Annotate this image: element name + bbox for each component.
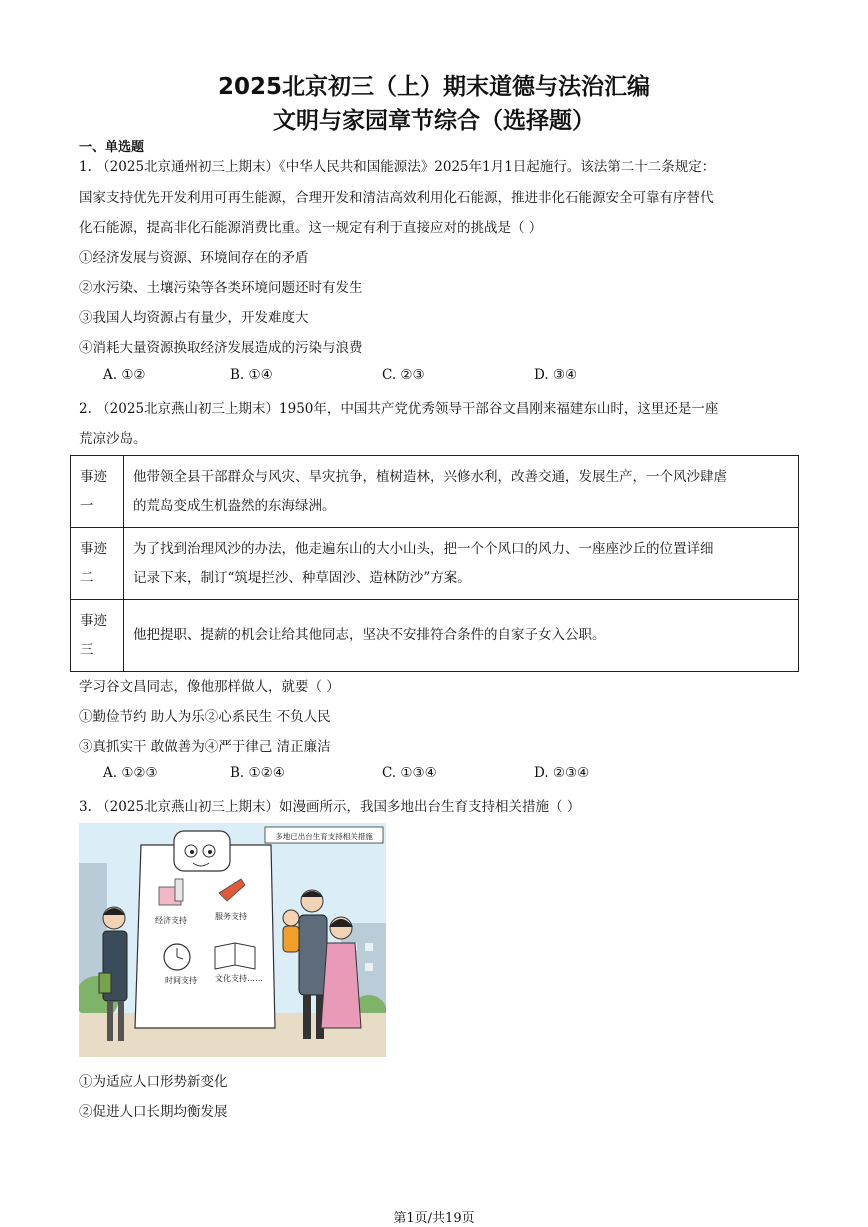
table-row-header: 事迹 一 [71,456,124,528]
table-row-header: 事迹 三 [71,600,124,672]
q2-option-a: A. ①②③ [103,765,158,781]
q1-option-a: A. ①② [103,367,146,383]
q1-option-c: C. ②③ [382,367,425,383]
q1-stem-line-2: 国家支持优先开发利用可再生能源，合理开发和清洁高效利用化石能源，推进非化石能源安全可靠有序替代 [79,190,714,206]
page-number: 第1页/共19页 [393,1211,475,1226]
q2-option-d: D. ②③④ [534,765,590,781]
q1-stem-line-3: 化石能源，提高非化石能源消费比重。这一规定有利于直接应对的挑战是（ ） [79,220,543,236]
comic-label-time: 时间支持 [165,976,197,985]
q3-statement-1: ①为适应人口形势新变化 [79,1074,228,1090]
q1-stem-line-1: 1. （2025北京通州初三上期末）《中华人民共和国能源法》2025年1月1日起施行。该法第二十二条规定： [79,159,716,175]
page-title-line-1: 2025北京初三（上）期末道德与法治汇编 [217,74,650,100]
comic-label-culture: 文化支持…… [215,974,263,983]
q3-statement-2: ②促进人口长期均衡发展 [79,1104,228,1120]
q2-statement-1: ①勤俭节约 助人为乐②心系民生 不负人民 [79,709,331,725]
q1-option-b: B. ①④ [230,367,273,383]
section-label: 一、单选题 [79,140,145,155]
table-row [71,600,799,672]
comic-label-economic: 经济支持 [155,916,187,925]
q1-option-d: D. ③④ [534,367,578,383]
q2-stem-line-1: 2. （2025北京燕山初三上期末）1950年，中国共产党优秀领导干部谷文昌刚来福建东山时，这里还是一座 [79,401,719,417]
comic-label-service: 服务支持 [215,912,247,921]
table-row-header: 事迹 二 [71,528,124,600]
deeds-table [70,455,799,672]
q3-stem-line-1: 3. （2025北京燕山初三上期末）如漫画所示，我国多地出台生育支持相关措施（ ） [79,799,581,815]
table-row [71,456,799,528]
page-title-line-2: 文明与家园章节综合（选择题） [273,108,595,134]
table-row [71,528,799,600]
cartoon-illustration [79,823,386,1057]
q1-statement-4: ④消耗大量资源换取经济发展造成的污染与浪费 [79,340,363,356]
table-cell: 为了找到治理风沙的办法，他走遍东山的大小山头，把一个个风口的风力、一座座沙丘的位置详细 记录下来，制订“筑堤拦沙、种草固沙、造林防沙”方案。 [124,528,799,600]
q2-option-c: C. ①③④ [382,765,437,781]
comic-banner-text: 多地已出台生育支持相关措施 [275,832,373,841]
q1-statement-3: ③我国人均资源占有量少，开发难度大 [79,310,309,326]
table-cell: 他带领全县干部群众与风灾、旱灾抗争，植树造林，兴修水利，改善交通，发展生产，一个风沙肆虐 的荒岛变成生机盎然的东海绿洲。 [124,456,799,528]
q1-statement-1: ①经济发展与资源、环境间存在的矛盾 [79,250,309,266]
q2-statement-2: ③真抓实干 敢做善为④严于律己 清正廉洁 [79,739,331,755]
table-cell: 他把提职、提薪的机会让给其他同志，坚决不安排符合条件的自家子女入公职。 [124,600,799,672]
q2-stem-line-2: 荒凉沙岛。 [79,431,147,447]
q2-option-b: B. ①②④ [230,765,285,781]
q1-statement-2: ②水污染、土壤污染等各类环境问题还时有发生 [79,280,363,296]
q2-question-line: 学习谷文昌同志，像他那样做人，就要（ ） [79,679,340,695]
